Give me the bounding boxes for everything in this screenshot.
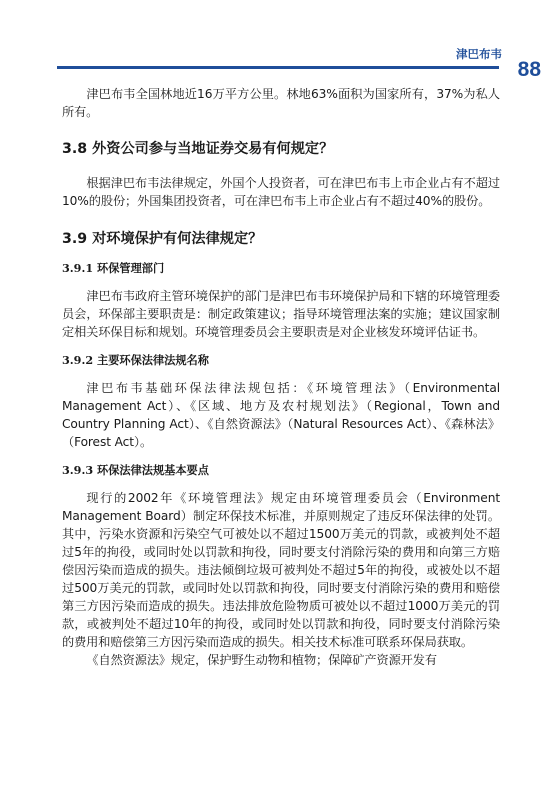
page-body — [62, 85, 500, 669]
paragraph-env-laws: 津巴布韦基础环保法律法规包括：《环境管理法》（Environmental Management Act）、《区域、地方及农村规划法》（Regional，Town and Country Planning Act）、《自然资源法》（Natural Resources Act）、《森林法》（Forest Act）。 — [62, 381, 500, 449]
header-rule — [57, 66, 499, 69]
running-header-country: 津巴布韦 — [456, 47, 502, 61]
paragraph-natural-resources-act: 《自然资源法》规定，保护野生动物和植物；保障矿产资源开发有 — [86, 653, 437, 667]
subsection-heading-3-9-3: 3.9.3 环保法律法规基本要点 — [62, 463, 209, 477]
paragraph-securities: 根据津巴布韦法律规定，外国个人投资者，可在津巴布韦上市企业占有不超过10%的股份；外国集团投资者，可在津巴布韦上市企业占有不超过40%的股份。 — [62, 176, 500, 208]
subsection-heading-3-9-1: 3.9.1 环保管理部门 — [62, 261, 165, 275]
page-number: 88 — [517, 58, 541, 81]
paragraph-env-authority: 津巴布韦政府主管环境保护的部门是津巴布韦环境保护局和下辖的环境管理委员会，环保部主要职责是：制定政策建议；指导环境管理法案的实施；建议国家制定相关环保目标和规划。环境管理委员会主要职责是对企业核发环境评估证书。 — [62, 289, 500, 339]
paragraph-forest-land: 津巴布韦全国林地近16万平方公里。林地63%面积为国家所有，37%为私人所有。 — [62, 87, 500, 119]
section-heading-3-8: 3.8 外资公司参与当地证券交易有何规定？ — [62, 141, 334, 157]
section-heading-3-9: 3.9 对环境保护有何法律规定？ — [62, 231, 263, 247]
paragraph-env-law-points: 现行的2002年《环境管理法》规定由环境管理委员会（Environment Management Board）制定环保技术标准，并原则规定了违反环保法律的处罚。其中，污染水资源和污染空气可被处以不超过1500万美元的罚款，或被判处不超过5年的拘役，或同时处以罚款和拘役，同时要支付消除污染的费用和向第三方赔偿因污染而造成的损失。违法倾倒垃圾可被判处不超过5年的拘役，或被处以不超过500万美元的罚款，或同时处以罚款和拘役，同时要支付消除污染的费用和赔偿第三方因污染而造成的损失。违法排放危险物质可被处以不超过1000万美元的罚款，或被判处不超过10年的拘役，或同时处以罚款和拘役，同时要支付消除污染的费用和赔偿第三方因污染而造成的损失。相关技术标准可联系环保局获取。 — [62, 491, 500, 649]
subsection-heading-3-9-2: 3.9.2 主要环保法律法规名称 — [62, 353, 209, 367]
